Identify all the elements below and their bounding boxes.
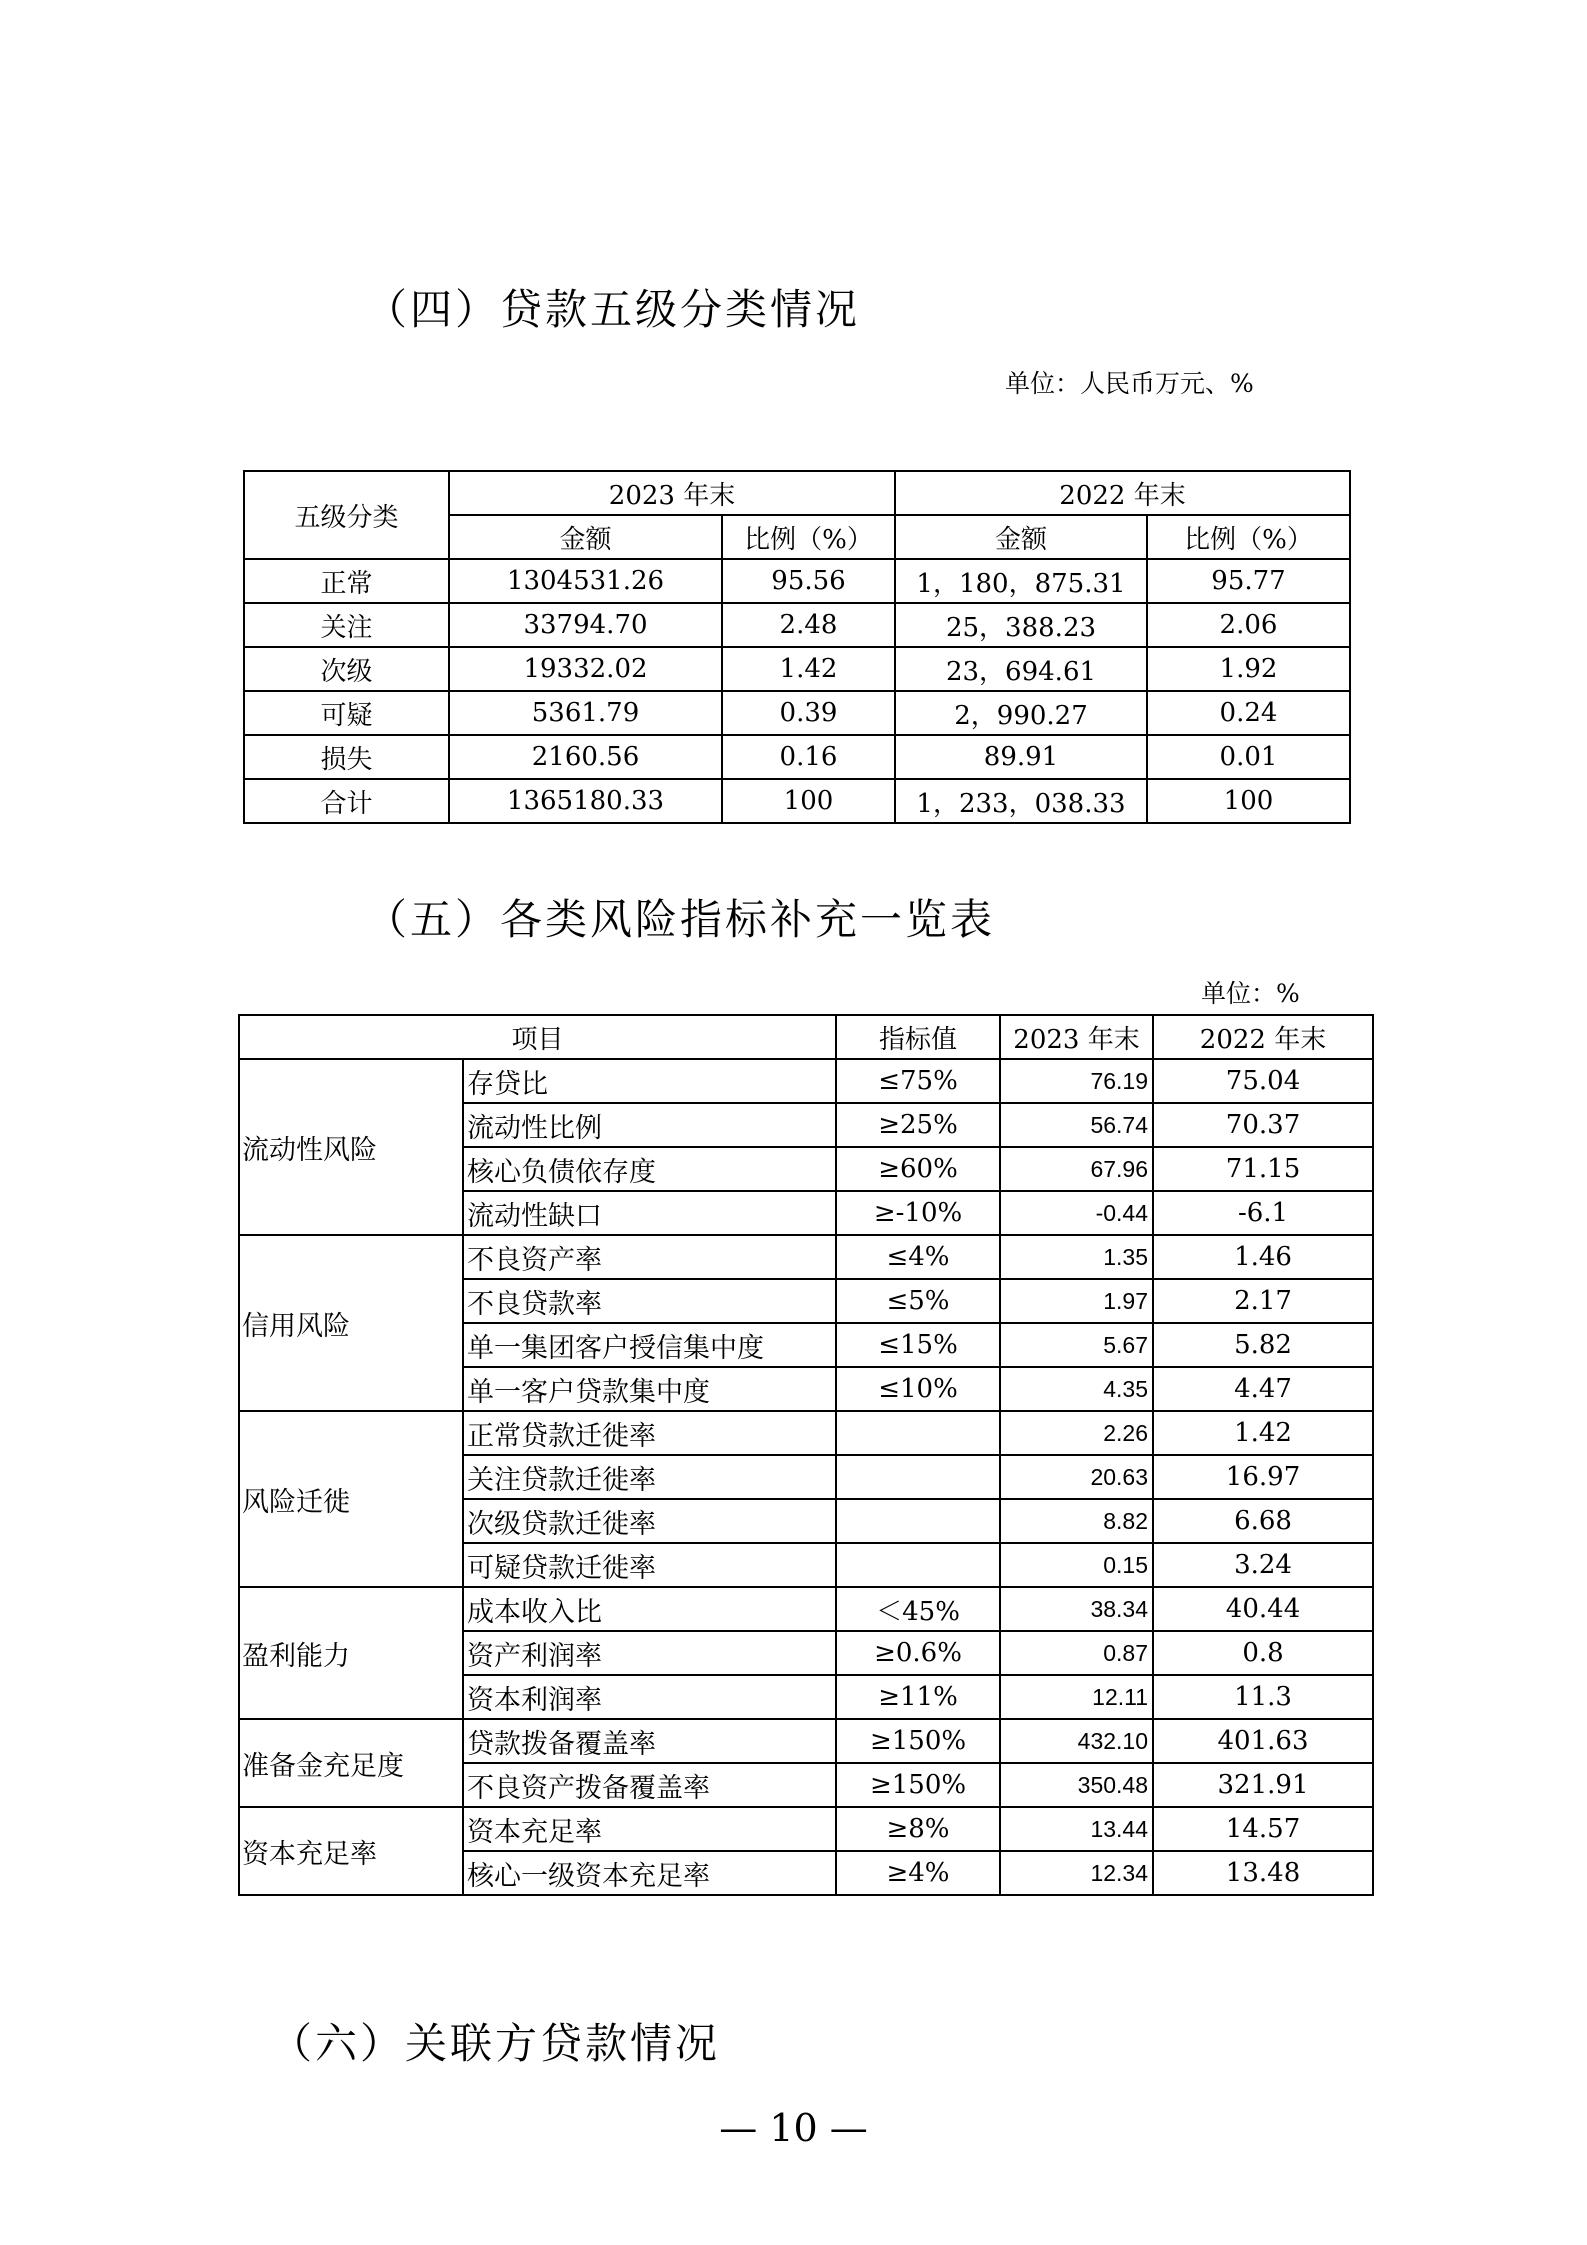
ratio-2022-cell: 1.92 xyxy=(1147,647,1350,691)
header-ratio-2023: 比例（%） xyxy=(722,515,895,559)
value-2023-cell: 1.35 xyxy=(1000,1235,1153,1279)
indicator-item-cell: 关注贷款迁徙率 xyxy=(463,1455,836,1499)
value-2022-cell: 16.97 xyxy=(1153,1455,1373,1499)
header-2022: 2022 年末 xyxy=(1153,1015,1373,1059)
table-row xyxy=(239,1411,1373,1455)
value-2022-cell: 0.8 xyxy=(1153,1631,1373,1675)
value-2023-cell: -0.44 xyxy=(1000,1191,1153,1235)
header-amount-2022: 金额 xyxy=(895,515,1147,559)
value-2023-cell: 4.35 xyxy=(1000,1367,1153,1411)
indicator-item-cell: 核心负债依存度 xyxy=(463,1147,836,1191)
category-cell: 可疑 xyxy=(244,691,449,735)
category-cell: 损失 xyxy=(244,735,449,779)
amount-2023-cell: 1365180.33 xyxy=(449,779,722,823)
indicator-item-cell: 可疑贷款迁徙率 xyxy=(463,1543,836,1587)
table-row xyxy=(244,559,1350,603)
value-2022-cell: 401.63 xyxy=(1153,1719,1373,1763)
indicator-item-cell: 次级贷款迁徙率 xyxy=(463,1499,836,1543)
indicator-standard-cell xyxy=(836,1411,1000,1455)
ratio-2022-cell: 0.01 xyxy=(1147,735,1350,779)
ratio-2023-cell: 100 xyxy=(722,779,895,823)
indicator-standard-cell: ≥8% xyxy=(836,1807,1000,1851)
risk-category-cell: 盈利能力 xyxy=(239,1587,463,1719)
amount-2023-cell: 33794.70 xyxy=(449,603,722,647)
indicator-standard-cell: ≤15% xyxy=(836,1323,1000,1367)
table-row xyxy=(244,779,1350,823)
table-row xyxy=(239,1235,1373,1279)
category-cell: 关注 xyxy=(244,603,449,647)
indicator-standard-cell: ＜45% xyxy=(836,1587,1000,1631)
category-cell: 次级 xyxy=(244,647,449,691)
ratio-2022-cell: 2.06 xyxy=(1147,603,1350,647)
indicator-item-cell: 成本收入比 xyxy=(463,1587,836,1631)
indicator-standard-cell: ≥0.6% xyxy=(836,1631,1000,1675)
value-2022-cell: -6.1 xyxy=(1153,1191,1373,1235)
value-2023-cell: 12.34 xyxy=(1000,1851,1153,1895)
table-row xyxy=(244,691,1350,735)
amount-2023-cell: 5361.79 xyxy=(449,691,722,735)
indicator-item-cell: 资本利润率 xyxy=(463,1675,836,1719)
section-6-title: （六）关联方贷款情况 xyxy=(270,2019,721,2068)
indicator-standard-cell: ≥60% xyxy=(836,1147,1000,1191)
header-amount-2023: 金额 xyxy=(449,515,722,559)
amount-2022-cell: 1，180，875.31 xyxy=(895,559,1147,603)
indicator-item-cell: 不良贷款率 xyxy=(463,1279,836,1323)
indicator-item-cell: 资本充足率 xyxy=(463,1807,836,1851)
indicator-item-cell: 不良资产拨备覆盖率 xyxy=(463,1763,836,1807)
ratio-2023-cell: 1.42 xyxy=(722,647,895,691)
value-2023-cell: 0.87 xyxy=(1000,1631,1153,1675)
risk-category-cell: 准备金充足度 xyxy=(239,1719,463,1807)
indicator-standard-cell xyxy=(836,1499,1000,1543)
value-2023-cell: 38.34 xyxy=(1000,1587,1153,1631)
value-2022-cell: 321.91 xyxy=(1153,1763,1373,1807)
table-row xyxy=(244,647,1350,691)
amount-2022-cell: 23，694.61 xyxy=(895,647,1147,691)
indicator-item-cell: 资产利润率 xyxy=(463,1631,836,1675)
indicator-standard-cell: ≤4% xyxy=(836,1235,1000,1279)
ratio-2023-cell: 0.39 xyxy=(722,691,895,735)
value-2022-cell: 2.17 xyxy=(1153,1279,1373,1323)
indicator-item-cell: 流动性比例 xyxy=(463,1103,836,1147)
section-5-unit: 单位：% xyxy=(1201,979,1300,1008)
indicator-item-cell: 贷款拨备覆盖率 xyxy=(463,1719,836,1763)
value-2023-cell: 432.10 xyxy=(1000,1719,1153,1763)
table-row xyxy=(239,1807,1373,1851)
ratio-2023-cell: 95.56 xyxy=(722,559,895,603)
category-cell: 合计 xyxy=(244,779,449,823)
value-2023-cell: 1.97 xyxy=(1000,1279,1153,1323)
table-row xyxy=(244,603,1350,647)
risk-category-cell: 流动性风险 xyxy=(239,1059,463,1235)
value-2022-cell: 1.42 xyxy=(1153,1411,1373,1455)
amount-2023-cell: 19332.02 xyxy=(449,647,722,691)
page-number: — 10 — xyxy=(719,2106,868,2150)
value-2023-cell: 2.26 xyxy=(1000,1411,1153,1455)
indicator-standard-cell: ≥4% xyxy=(836,1851,1000,1895)
table-row xyxy=(239,1059,1373,1103)
indicator-standard-cell: ≤10% xyxy=(836,1367,1000,1411)
value-2023-cell: 5.67 xyxy=(1000,1323,1153,1367)
indicator-standard-cell: ≥11% xyxy=(836,1675,1000,1719)
indicator-standard-cell: ≥150% xyxy=(836,1763,1000,1807)
value-2022-cell: 13.48 xyxy=(1153,1851,1373,1895)
section-5-title: （五）各类风险指标补充一览表 xyxy=(365,895,996,944)
amount-2023-cell: 2160.56 xyxy=(449,735,722,779)
header-2023: 2023 年末 xyxy=(1000,1015,1153,1059)
amount-2023-cell: 1304531.26 xyxy=(449,559,722,603)
header-year-2023: 2023 年末 xyxy=(449,471,895,515)
indicator-standard-cell: ≤75% xyxy=(836,1059,1000,1103)
indicator-item-cell: 单一客户贷款集中度 xyxy=(463,1367,836,1411)
indicator-standard-cell: ≥25% xyxy=(836,1103,1000,1147)
header-standard: 指标值 xyxy=(836,1015,1000,1059)
amount-2022-cell: 2，990.27 xyxy=(895,691,1147,735)
value-2022-cell: 5.82 xyxy=(1153,1323,1373,1367)
amount-2022-cell: 25，388.23 xyxy=(895,603,1147,647)
value-2023-cell: 13.44 xyxy=(1000,1807,1153,1851)
value-2022-cell: 11.3 xyxy=(1153,1675,1373,1719)
indicator-standard-cell xyxy=(836,1543,1000,1587)
ratio-2023-cell: 0.16 xyxy=(722,735,895,779)
loan-classification-table xyxy=(243,470,1351,824)
table-row xyxy=(239,1719,1373,1763)
risk-category-cell: 信用风险 xyxy=(239,1235,463,1411)
value-2023-cell: 350.48 xyxy=(1000,1763,1153,1807)
value-2023-cell: 12.11 xyxy=(1000,1675,1153,1719)
indicator-item-cell: 流动性缺口 xyxy=(463,1191,836,1235)
value-2023-cell: 76.19 xyxy=(1000,1059,1153,1103)
ratio-2022-cell: 95.77 xyxy=(1147,559,1350,603)
header-ratio-2022: 比例（%） xyxy=(1147,515,1350,559)
header-year-2022: 2022 年末 xyxy=(895,471,1350,515)
value-2022-cell: 1.46 xyxy=(1153,1235,1373,1279)
ratio-2023-cell: 2.48 xyxy=(722,603,895,647)
ratio-2022-cell: 100 xyxy=(1147,779,1350,823)
value-2023-cell: 8.82 xyxy=(1000,1499,1153,1543)
ratio-2022-cell: 0.24 xyxy=(1147,691,1350,735)
indicator-item-cell: 单一集团客户授信集中度 xyxy=(463,1323,836,1367)
risk-indicator-table xyxy=(238,1014,1374,1896)
table-row xyxy=(239,1587,1373,1631)
value-2022-cell: 6.68 xyxy=(1153,1499,1373,1543)
amount-2022-cell: 1，233，038.33 xyxy=(895,779,1147,823)
amount-2022-cell: 89.91 xyxy=(895,735,1147,779)
section-4-title: （四）贷款五级分类情况 xyxy=(365,285,861,334)
indicator-item-cell: 存贷比 xyxy=(463,1059,836,1103)
value-2022-cell: 75.04 xyxy=(1153,1059,1373,1103)
indicator-item-cell: 正常贷款迁徙率 xyxy=(463,1411,836,1455)
value-2022-cell: 4.47 xyxy=(1153,1367,1373,1411)
value-2023-cell: 0.15 xyxy=(1000,1543,1153,1587)
risk-category-cell: 资本充足率 xyxy=(239,1807,463,1895)
header-category: 五级分类 xyxy=(244,471,449,559)
indicator-standard-cell xyxy=(836,1455,1000,1499)
risk-category-cell: 风险迁徙 xyxy=(239,1411,463,1587)
indicator-standard-cell: ≤5% xyxy=(836,1279,1000,1323)
header-item: 项目 xyxy=(239,1015,836,1059)
value-2023-cell: 56.74 xyxy=(1000,1103,1153,1147)
value-2022-cell: 71.15 xyxy=(1153,1147,1373,1191)
value-2023-cell: 67.96 xyxy=(1000,1147,1153,1191)
value-2022-cell: 14.57 xyxy=(1153,1807,1373,1851)
value-2023-cell: 20.63 xyxy=(1000,1455,1153,1499)
category-cell: 正常 xyxy=(244,559,449,603)
indicator-standard-cell: ≥150% xyxy=(836,1719,1000,1763)
section-4-unit: 单位：人民币万元、% xyxy=(1005,369,1254,398)
value-2022-cell: 40.44 xyxy=(1153,1587,1373,1631)
value-2022-cell: 3.24 xyxy=(1153,1543,1373,1587)
value-2022-cell: 70.37 xyxy=(1153,1103,1373,1147)
indicator-standard-cell: ≥-10% xyxy=(836,1191,1000,1235)
indicator-item-cell: 核心一级资本充足率 xyxy=(463,1851,836,1895)
indicator-item-cell: 不良资产率 xyxy=(463,1235,836,1279)
table-row xyxy=(244,735,1350,779)
